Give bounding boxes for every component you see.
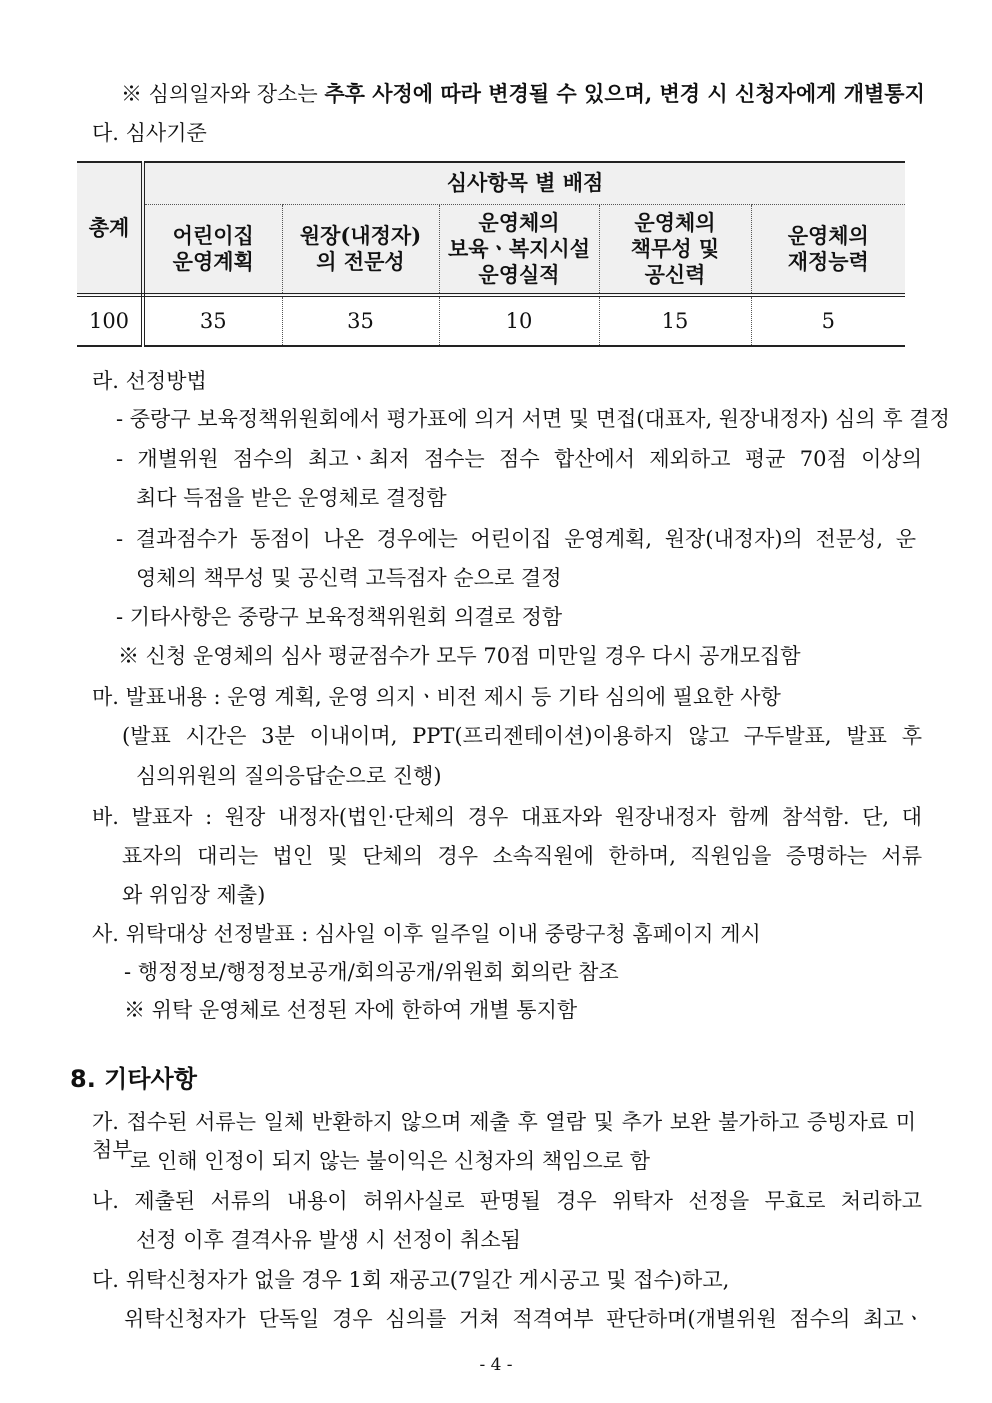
header-text-line: 운영체의 xyxy=(787,223,869,249)
score-table xyxy=(77,161,905,347)
section-da-title: 다. 심사기준 xyxy=(92,121,207,145)
section8-item: 가. 접수된 서류는 일체 반환하지 않으며 제출 후 열람 및 추가 보완 불가하고 증빙자료 미첨부 xyxy=(92,1110,916,1162)
header-text-line: 원장(내정자) xyxy=(299,223,422,249)
score-cell: 35 xyxy=(143,295,282,346)
score-cell: 5 xyxy=(751,295,905,346)
table-total-header: 총계 xyxy=(77,162,143,295)
header-financial-capacity xyxy=(751,204,905,295)
header-director-expertise xyxy=(282,204,439,295)
score-cell: 15 xyxy=(599,295,751,346)
header-text-line: 재정능력 xyxy=(787,249,869,275)
header-text-line: 운영실적 xyxy=(478,262,560,288)
section8-item: 다. 위탁신청자가 없을 경우 1회 재공고(7일간 게시공고 및 접수)하고, xyxy=(92,1268,730,1292)
section-ra-title: 라. 선정방법 xyxy=(92,369,207,393)
section8-item-continued: 위탁신청자가 단독일 경우 심의를 거쳐 적격여부 판단하며(개별위원 점수의 최고ㆍ xyxy=(124,1307,924,1331)
header-text-line: 보육ㆍ복지시설 xyxy=(447,236,590,262)
ra-item: - 결과점수가 동점이 나온 경우에는 어린이집 운영계획, 원장(내정자)의 전문성, 운 xyxy=(116,527,916,551)
section8-item: 나. 제출된 서류의 내용이 허위사실로 판명될 경우 위탁자 선정을 무효로 처리하고 xyxy=(92,1189,922,1213)
ra-note: ※ 신청 운영체의 심사 평균점수가 모두 70점 미만일 경우 다시 공개모집함 xyxy=(118,644,801,668)
ba-detail-continued: 와 위임장 제출) xyxy=(122,883,266,907)
header-text-line: 어린이집 xyxy=(172,223,254,249)
header-text-line: 의 전문성 xyxy=(316,249,405,275)
header-text-line: 운영체의 xyxy=(634,210,716,236)
ra-item: - 개별위원 점수의 최고ㆍ최저 점수는 점수 합산에서 제외하고 평균 70점 이상의 xyxy=(116,447,922,471)
sa-item: - 행정정보/행정정보공개/회의공개/위원회 회의란 참조 xyxy=(124,960,619,984)
section8-item-continued: 로 인해 인정이 되지 않는 불이익은 신청자의 책임으로 함 xyxy=(130,1149,650,1173)
sa-note: ※ 위탁 운영체로 선정된 자에 한하여 개별 통지함 xyxy=(124,998,578,1022)
table-group-header: 심사항목 별 배점 xyxy=(143,162,905,204)
section-ba-title: 바. 발표자 : 원장 내정자(법인·단체의 경우 대표자와 원장내정자 함께 참석함. 단, 대 xyxy=(92,805,922,829)
header-childcare-plan xyxy=(143,204,282,295)
ra-item-continued: 최다 득점을 받은 운영체로 결정함 xyxy=(136,486,447,510)
section8-heading: 8. 기타사항 xyxy=(70,1065,197,1093)
section-sa-title: 사. 위탁대상 선정발표 : 심사일 이후 일주일 이내 중랑구청 홈페이지 게시 xyxy=(92,922,761,946)
ra-item: - 중랑구 보육정책위원회에서 평가표에 의거 서면 및 면접(대표자, 원장내정자) 심의 후 결정 xyxy=(116,407,950,431)
header-operating-record xyxy=(439,204,599,295)
ma-detail: (발표 시간은 3분 이내이며, PPT(프리젠테이션)이용하지 않고 구두발표, 발표 후 xyxy=(122,724,922,748)
section8-item-continued: 선정 이후 결격사유 발생 시 선정이 취소됨 xyxy=(136,1228,521,1252)
header-accountability xyxy=(599,204,751,295)
page-number: - 4 - xyxy=(479,1355,513,1375)
note-emphasis: 추후 사정에 따라 변경될 수 있으며, 변경 시 신청자에게 개별통지 xyxy=(324,81,925,106)
score-cell: 10 xyxy=(439,295,599,346)
section-ma-title: 마. 발표내용 : 운영 계획, 운영 의지ㆍ비전 제시 등 기타 심의에 필요한 사항 xyxy=(92,685,781,709)
ma-detail-continued: 심의위원의 질의응답순으로 진행) xyxy=(136,764,442,788)
ba-detail: 표자의 대리는 법인 및 단체의 경우 소속직원에 한하며, 직원임을 증명하는 서류 xyxy=(122,844,922,868)
note-prefix: ※ 심의일자와 장소는 xyxy=(121,82,325,106)
header-text-line: 공신력 xyxy=(644,262,706,288)
score-cell: 35 xyxy=(282,295,439,346)
ra-item-continued: 영체의 책무성 및 공신력 고득점자 순으로 결정 xyxy=(136,566,562,590)
header-text-line: 운영계획 xyxy=(172,249,254,275)
total-value-cell: 100 xyxy=(77,295,143,346)
header-text-line: 책무성 및 xyxy=(630,236,720,262)
ra-item: - 기타사항은 중랑구 보육정책위원회 의결로 정함 xyxy=(116,605,563,629)
header-text-line: 운영체의 xyxy=(478,210,560,236)
schedule-change-note xyxy=(121,80,925,108)
